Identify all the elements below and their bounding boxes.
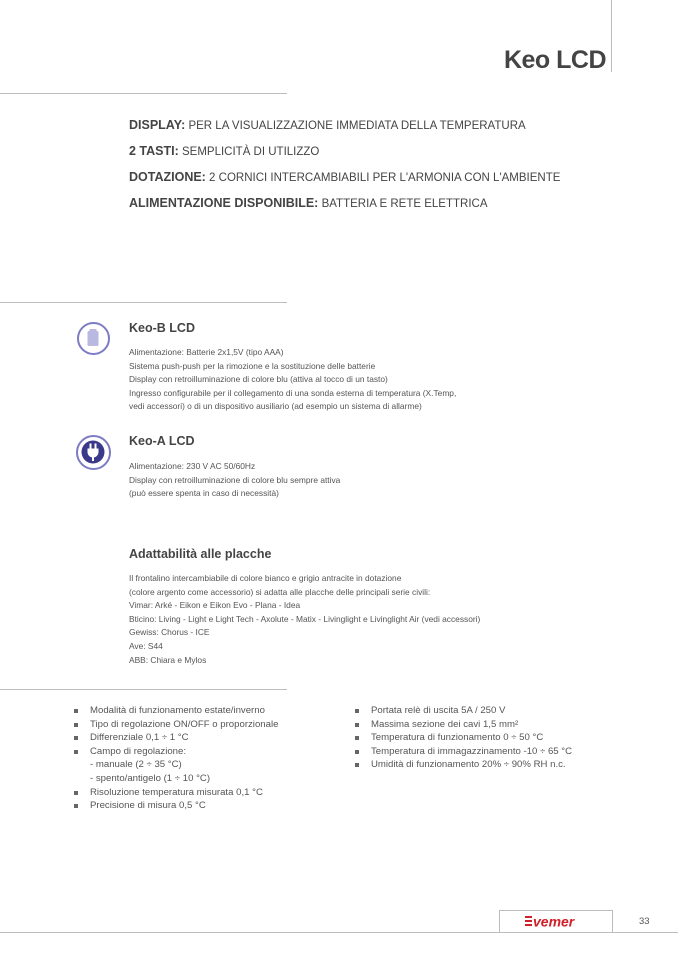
keo-b-heading: Keo-B LCD — [129, 321, 195, 335]
list-item: Portata relè di uscita 5A / 250 V — [355, 704, 572, 718]
page-number: 33 — [639, 916, 650, 927]
vemer-logo — [525, 913, 589, 929]
list-item: Risoluzione temperatura misurata 0,1 °C — [74, 786, 278, 800]
feature-tasti: 2 TASTI: SEMPLICITÀ DI UTILIZZO — [129, 144, 320, 158]
footer-left-rule — [499, 910, 500, 932]
list-item: Umidità di funzionamento 20% ÷ 90% RH n.c. — [355, 758, 572, 772]
list-item: Temperatura di funzionamento 0 ÷ 50 °C — [355, 731, 572, 745]
list-item: Campo di regolazione: — [74, 745, 278, 759]
footer-bottom-rule — [0, 932, 678, 933]
keo-a-heading: Keo-A LCD — [129, 434, 195, 448]
vemer-logo-text: vemer — [533, 913, 575, 929]
header-rule — [0, 93, 287, 94]
feature-display: DISPLAY: PER LA VISUALIZZAZIONE IMMEDIATA DELLA TEMPERATURA — [129, 118, 526, 132]
list-item: - spento/antigelo (1 ÷ 10 °C) — [90, 772, 211, 784]
keo-a-text: Alimentazione: 230 V AC 50/60Hz Display con retroilluminazione di colore blu sempre attiva (può essere spenta in caso di necessità) — [129, 461, 341, 499]
feature-alimentazione: ALIMENTAZIONE DISPONIBILE: BATTERIA E RETE ELETTRICA — [129, 196, 488, 210]
section-rule-2 — [0, 689, 287, 690]
plug-icon — [76, 435, 111, 470]
keo-b-text: Alimentazione: Batterie 2x1,5V (tipo AAA) Sistema push-push per la rimozione e la sostituzione delle batterie Display con retroilluminazione di colore blu (attiva al tocco di un tasto) Ingresso configurabile per il collegamento di una sonda esterna di temperatura (X.Temp, vedi accessori) o di un dispositivo ausiliario (ad esempio un sistema di allarme) — [129, 347, 457, 412]
list-item: Precisione di misura 0,5 °C — [74, 799, 278, 813]
footer-top-rule — [499, 910, 613, 911]
adattabilita-text: Il frontalino intercambiabile di colore bianco e grigio antracite in dotazione (colore argento come accessorio) si adatta alle placche delle principali serie civili: Vimar: Arké - Eikon e Eikon Evo - Plana - Idea Bticino: Living - Light e Light Tech - Axolute - Matix - Livinglight e Livinglight Air (vedi accessori) Gewiss: Chorus - ICE Ave: S44 ABB: Chiara e Mylos — [129, 573, 481, 665]
page-title: Keo LCD — [503, 46, 606, 74]
list-item: Tipo di regolazione ON/OFF o proporzionale — [74, 718, 278, 732]
battery-icon — [77, 322, 110, 355]
list-item: Massima sezione dei cavi 1,5 mm² — [355, 718, 572, 732]
adattabilita-heading: Adattabilità alle placche — [129, 547, 272, 561]
section-rule-1 — [0, 302, 287, 303]
list-item: Modalità di funzionamento estate/inverno — [74, 704, 278, 718]
list-item: Differenziale 0,1 ÷ 1 °C — [74, 731, 278, 745]
list-item: Temperatura di immagazzinamento -10 ÷ 65 °C — [355, 745, 572, 759]
header-vertical-line — [611, 0, 612, 72]
specs-right — [355, 704, 572, 772]
list-item: - manuale (2 ÷ 35 °C) — [90, 759, 182, 771]
specs-left — [74, 704, 278, 813]
footer-mid-rule — [612, 910, 613, 932]
feature-dotazione: DOTAZIONE: 2 CORNICI INTERCAMBIABILI PER L'ARMONIA CON L'AMBIENTE — [129, 170, 561, 184]
